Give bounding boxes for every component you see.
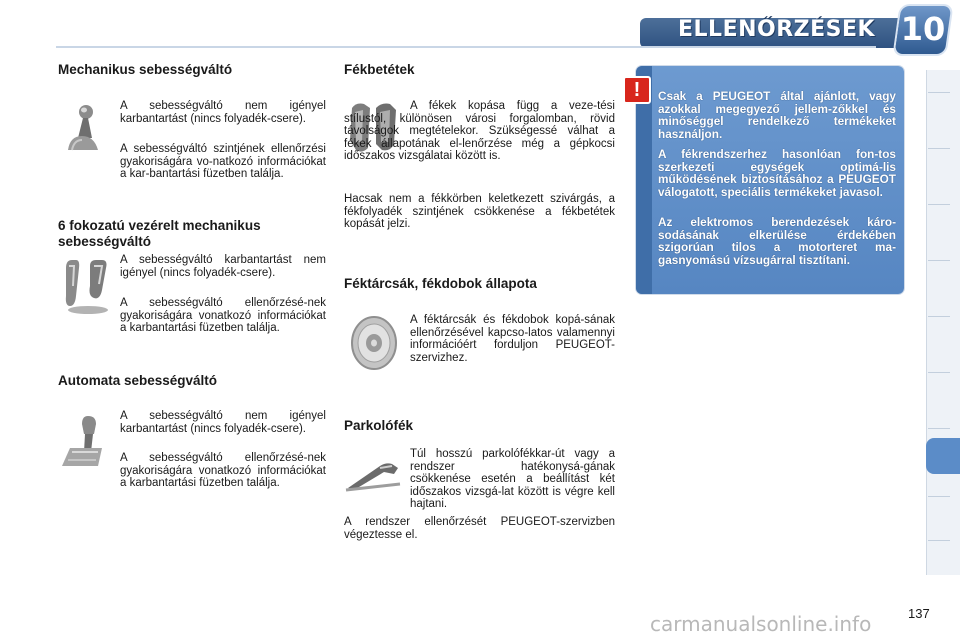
chapter-tab-mark[interactable] <box>928 148 950 149</box>
watermark: carmanualsonline.info <box>650 612 872 636</box>
chapter-tab-mark[interactable] <box>928 496 950 497</box>
brake-pads-text-1: A fékek kopása függ a veze-tési stílustól, különösen városi forgalomban, rövid távolságok megtételekor. Szükségessé válhat a fékek állapotának el-lenőrzése még a gépkocsi időszakos vizsgálatai között is. <box>344 100 615 163</box>
chapter-tab-strip <box>926 70 960 575</box>
warning-text-2: A fékrendszerhez hasonlóan fon-tos szerkezeti egységek optimá-lis működésének biztosításához a PEUGEOT válogatott, speciális termékeket javasol. <box>658 147 896 199</box>
section-title-brake-pads: Fékbetétek <box>344 62 415 77</box>
brake-pads-text-2: Hacsak nem a fékkörben keletkezett szivárgás, a fékfolyadék szintjének csökkenése a fékbetétek kopását jelzi. <box>344 193 615 231</box>
header-divider <box>56 46 876 48</box>
automatic-gearbox-text-1: A sebességváltó nem igényel karbantartást (nincs folyadék-csere). <box>120 410 326 435</box>
6speed-gearbox-text-1: A sebességváltó karbantartást nem igényel (nincs folyadék-csere). <box>120 254 326 279</box>
chapter-tab-mark[interactable] <box>928 540 950 541</box>
sequential-gear-lever-icon <box>62 256 112 316</box>
chapter-tab-mark[interactable] <box>928 316 950 317</box>
section-title-6speed-gearbox: 6 fokozatú vezérelt mechanikus sebességváltó <box>58 218 261 249</box>
automatic-gearbox-text-2: A sebességváltó ellenőrzésé-nek gyakoriságára vonatkozó információkat a karbantartási füzetben találja. <box>120 452 326 490</box>
section-title-manual-gearbox: Mechanikus sebességváltó <box>58 62 233 77</box>
6speed-gearbox-text-2: A sebességváltó ellenőrzésé-nek gyakoriságára vonatkozó információkat a karbantartási füzetben találja. <box>120 297 326 335</box>
chapter-tab-mark[interactable] <box>928 372 950 373</box>
section-title-parking-brake: Parkolófék <box>344 418 414 433</box>
parking-brake-lever-icon <box>344 454 402 492</box>
manual-gearbox-text-1: A sebességváltó nem igényel karbantartást (nincs folyadék-csere). <box>120 100 326 125</box>
page-number: 137 <box>908 606 930 621</box>
section-title-brake-discs: Féktárcsák, fékdobok állapota <box>344 276 537 291</box>
page-title: ELLENŐRZÉSEK <box>678 17 876 42</box>
brake-disc-icon <box>348 314 400 372</box>
chapter-tab-mark[interactable] <box>928 428 950 429</box>
parking-brake-text-1: Túl hosszú parkolófékkar-út vagy a rendszer hatékonysá-gának csökkenése esetén a beállítást két időszakos vizsgá-lat között is végre kell hajtani. <box>410 448 615 511</box>
chapter-tab-mark[interactable] <box>928 260 950 261</box>
manual-gear-lever-icon <box>62 104 102 152</box>
warning-text-3: Az elektromos berendezések káro-sodásának elkerülése érdekében szigorúan tilos a motorteret ma-gasnyomású vízsugárral tisztítani. <box>658 215 896 267</box>
warning-text-1: Csak a PEUGEOT által ajánlott, vagy azokkal megegyező jellem-zőkkel és minőséggel rendelkező termékeket használjon. <box>658 89 896 141</box>
section-title-automatic-gearbox: Automata sebességváltó <box>58 373 218 388</box>
chapter-tab-mark[interactable] <box>928 92 950 93</box>
chapter-tab-mark[interactable] <box>928 204 950 205</box>
manual-gearbox-text-2: A sebességváltó szintjének ellenőrzési gyakoriságára vo-natkozó információkat a kar-bantartási füzetben találja. <box>120 143 326 181</box>
parking-brake-text-2: A rendszer ellenőrzését PEUGEOT-szervizben végeztesse el. <box>344 516 615 541</box>
warning-exclamation-icon: ! <box>623 76 651 104</box>
brake-discs-text-1: A féktárcsák és fékdobok kopá-sának ellenőrzésével kapcso-latos valamennyi információért forduljon PEUGEOT-szervizhez. <box>410 314 615 364</box>
chapter-number: 10 <box>900 10 946 48</box>
chapter-tab-active[interactable] <box>926 438 960 474</box>
automatic-gear-selector-icon <box>58 412 104 468</box>
